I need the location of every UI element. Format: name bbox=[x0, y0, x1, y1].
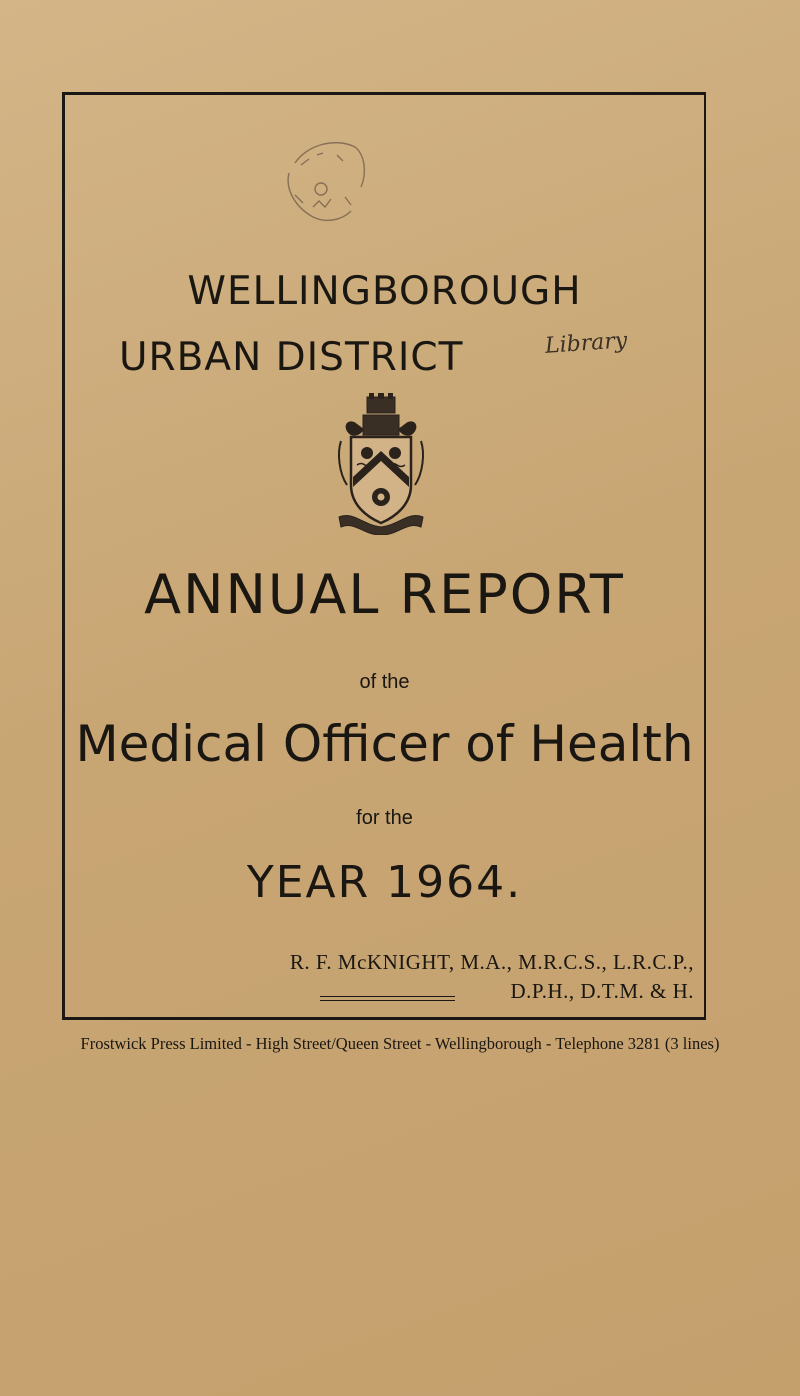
printer-imprint: Frostwick Press Limited - High Street/Queen Street - Wellingborough - Telephone 3281 (3 lines) bbox=[80, 1034, 720, 1053]
connector-of-the: of the bbox=[359, 671, 410, 693]
connector-for-the: for the bbox=[356, 807, 413, 829]
report-year: YEAR 1964. bbox=[246, 857, 523, 908]
coat-of-arms-icon bbox=[333, 393, 429, 535]
cover-border-frame bbox=[62, 92, 706, 1020]
report-title: ANNUAL REPORT bbox=[144, 563, 625, 626]
handwritten-library-note: Library bbox=[544, 328, 629, 359]
library-stamp-icon bbox=[255, 125, 395, 245]
author-name-line: R. F. McKNIGHT, M.A., M.R.C.S., L.R.C.P., bbox=[289, 950, 694, 974]
divider-rule-top bbox=[320, 996, 455, 997]
author-qualifications-line: D.P.H., D.T.M. & H. bbox=[510, 979, 694, 1003]
district-type: URBAN DISTRICT bbox=[119, 335, 464, 380]
divider-rule-bottom bbox=[320, 1000, 455, 1001]
district-name: WELLINGBOROUGH bbox=[187, 269, 582, 314]
report-subject: Medical Officer of Health bbox=[75, 715, 694, 773]
